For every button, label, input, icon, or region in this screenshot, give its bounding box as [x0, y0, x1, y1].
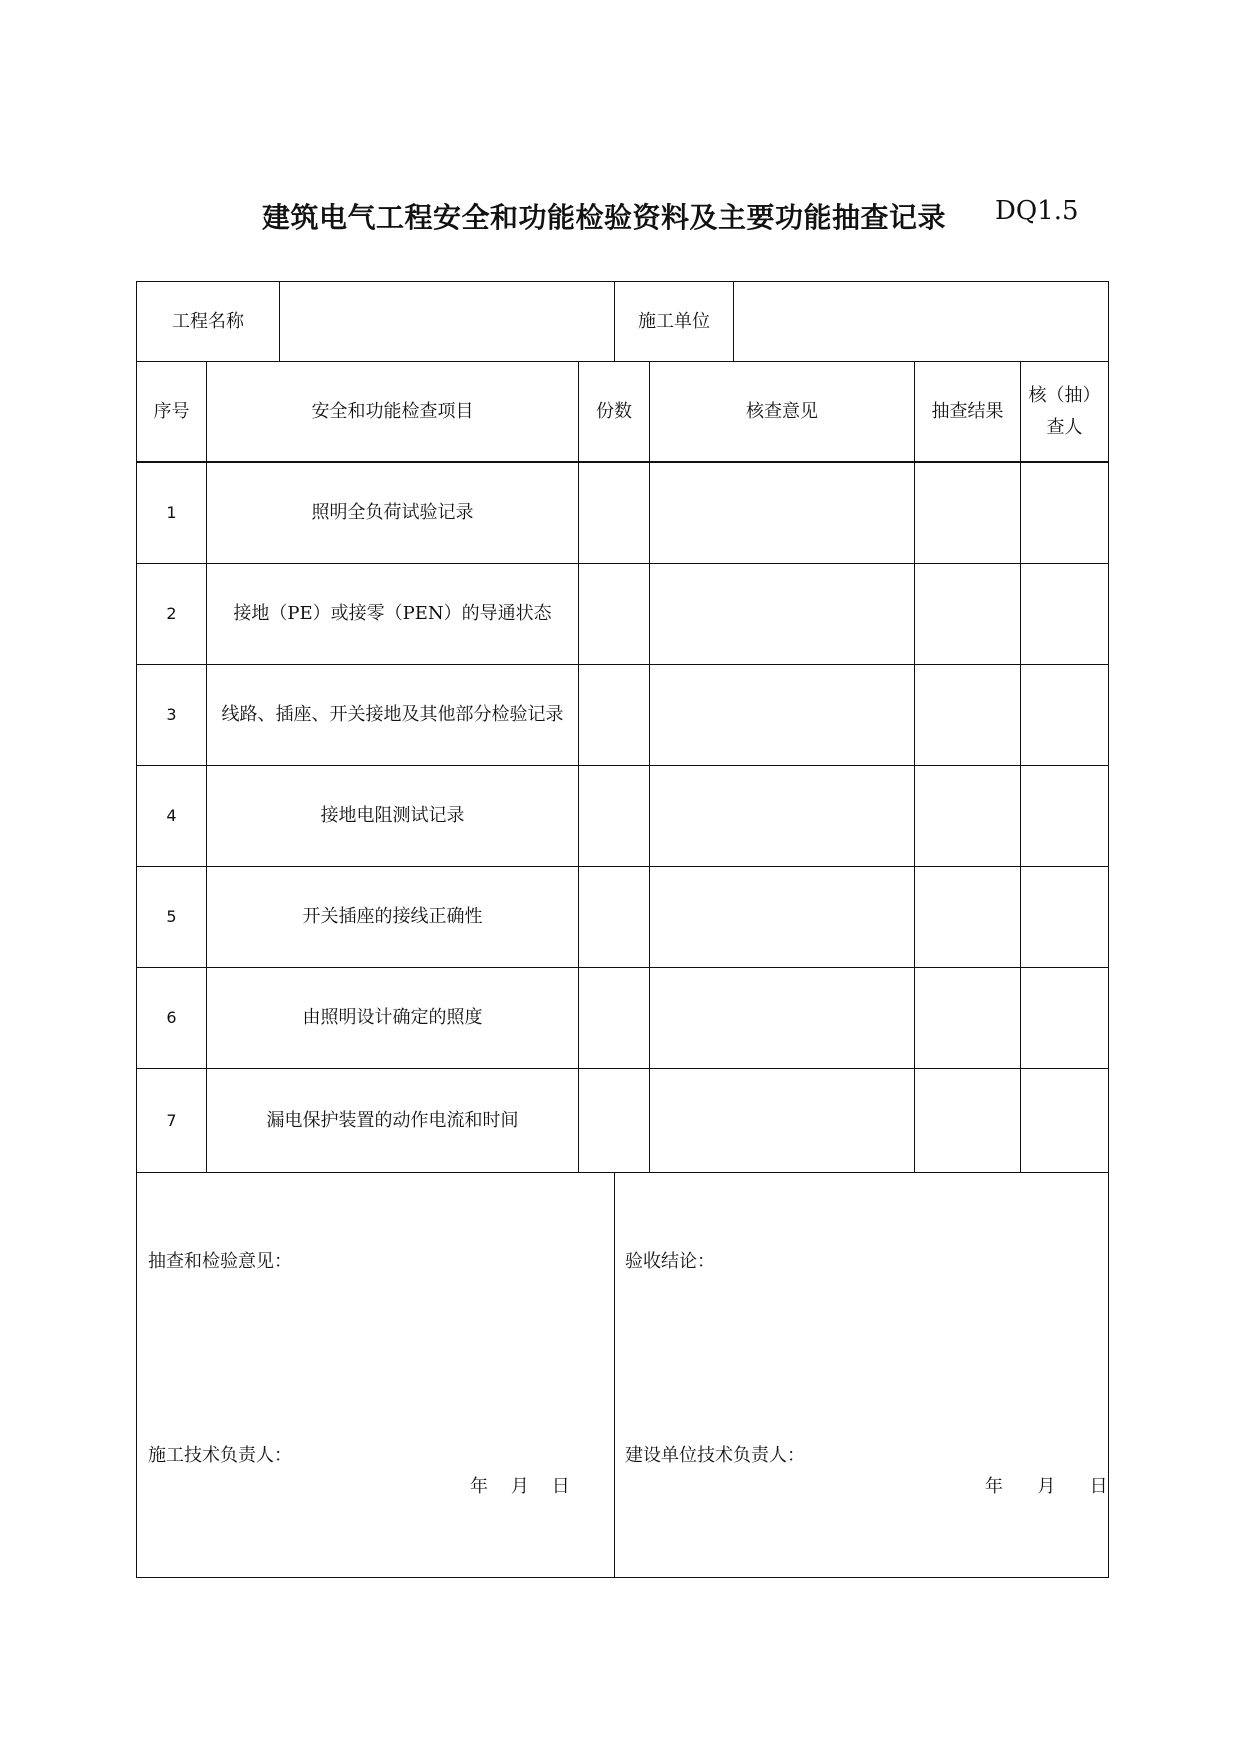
row-copies[interactable]: [579, 665, 649, 765]
row-copies[interactable]: [579, 766, 649, 866]
row-opinion[interactable]: [650, 1069, 914, 1172]
column-header-item: 安全和功能检查项目: [311, 400, 474, 422]
construction-tech-lead-label: 施工技术负责人：: [148, 1445, 292, 1466]
row-opinion[interactable]: [650, 867, 914, 967]
row-opinion[interactable]: [650, 665, 914, 765]
row-seq: 4: [166, 806, 177, 825]
row-item: 接地电阻测试记录: [320, 805, 465, 826]
row-opinion[interactable]: [650, 968, 914, 1068]
row-result[interactable]: [915, 867, 1020, 967]
row-result[interactable]: [915, 766, 1020, 866]
owner-tech-lead-label: 建设单位技术负责人：: [625, 1445, 805, 1466]
project-name-label: 工程名称: [172, 310, 244, 332]
row-copies[interactable]: [579, 564, 649, 664]
column-header-checker: [1021, 362, 1108, 461]
row-seq: 1: [166, 503, 177, 522]
document-title-bar: [0, 196, 1241, 236]
row-checker[interactable]: [1021, 1069, 1108, 1172]
row-checker[interactable]: [1021, 766, 1108, 866]
footer-divider: [614, 1172, 615, 1577]
construction-unit-value[interactable]: [734, 282, 1108, 361]
document-code: DQ1.5: [995, 196, 1079, 226]
construction-sign-date: 年 月 日: [470, 1476, 570, 1497]
row-copies[interactable]: [579, 1069, 649, 1172]
row-seq: 2: [166, 604, 177, 623]
row-result[interactable]: [915, 1069, 1020, 1172]
row-seq: 7: [166, 1110, 177, 1130]
construction-unit-label: 施工单位: [638, 310, 710, 332]
row-item: 漏电保护装置的动作电流和时间: [266, 1109, 519, 1131]
row-seq: 5: [166, 907, 177, 926]
row-item: 由照明设计确定的照度: [302, 1007, 483, 1028]
row-opinion[interactable]: [650, 564, 914, 664]
column-header-checker-line2: 查人: [1046, 416, 1083, 438]
column-header-seq: 序号: [153, 400, 190, 422]
row-copies[interactable]: [579, 463, 649, 563]
row-seq: 6: [166, 1008, 177, 1027]
acceptance-conclusion-label: 验收结论：: [625, 1251, 715, 1272]
row-checker[interactable]: [1021, 867, 1108, 967]
column-header-opinion: 核查意见: [746, 400, 818, 422]
inspection-opinion-label: 抽查和检验意见：: [148, 1251, 292, 1272]
row-copies[interactable]: [579, 867, 649, 967]
column-header-result: 抽查结果: [931, 400, 1004, 422]
row-seq: 3: [166, 705, 177, 724]
document-title: 建筑电气工程安全和功能检验资料及主要功能抽查记录: [262, 201, 947, 234]
row-checker[interactable]: [1021, 968, 1108, 1068]
row-result[interactable]: [915, 968, 1020, 1068]
row-result[interactable]: [915, 564, 1020, 664]
row-checker[interactable]: [1021, 564, 1108, 664]
row-result[interactable]: [915, 463, 1020, 563]
row-result[interactable]: [915, 665, 1020, 765]
row-item: 照明全负荷试验记录: [311, 502, 474, 523]
row-checker[interactable]: [1021, 463, 1108, 563]
project-name-value[interactable]: [280, 282, 614, 361]
row-opinion[interactable]: [650, 766, 914, 866]
row-copies[interactable]: [579, 968, 649, 1068]
row-item: 开关插座的接线正确性: [302, 906, 483, 927]
column-header-copies: 份数: [596, 400, 632, 422]
row-item: 线路、插座、开关接地及其他部分检验记录: [221, 704, 564, 725]
table-divider: [136, 1172, 1109, 1173]
table-border-right: [1108, 281, 1109, 1577]
row-item: 接地（PE）或接零（PEN）的导通状态: [233, 603, 552, 624]
row-checker[interactable]: [1021, 665, 1108, 765]
owner-sign-date: 年 月 日: [985, 1476, 1108, 1497]
table-border-bottom: [136, 1577, 1109, 1578]
row-opinion[interactable]: [650, 463, 914, 563]
column-header-checker-line1: 核（抽）: [1028, 384, 1101, 406]
